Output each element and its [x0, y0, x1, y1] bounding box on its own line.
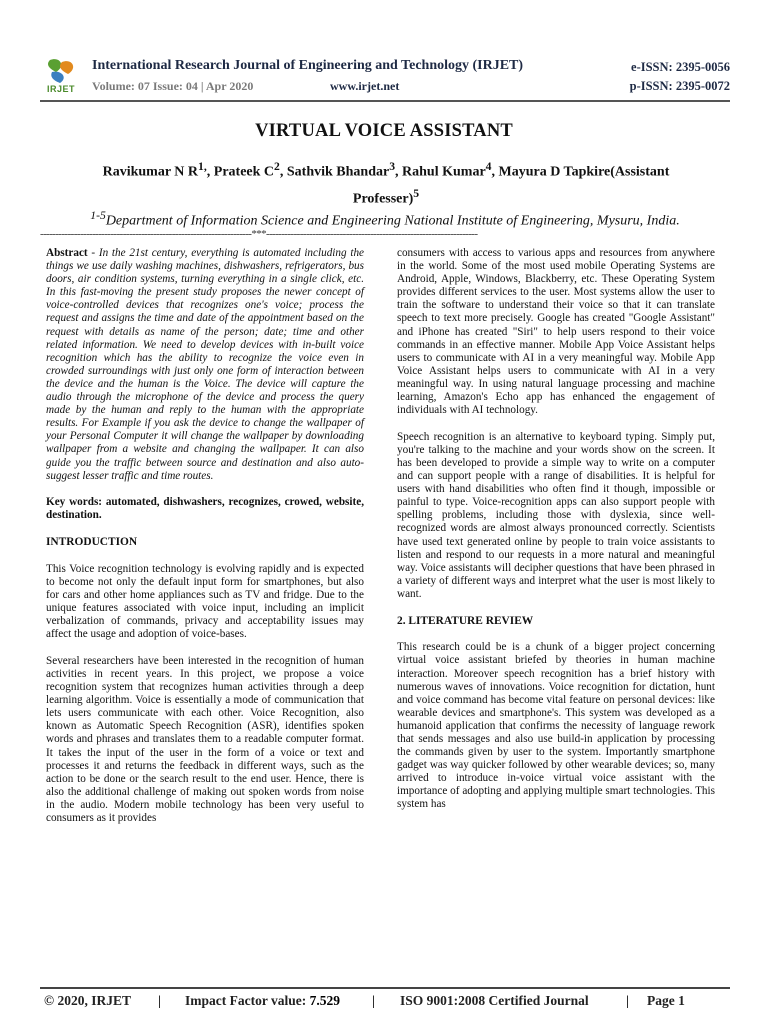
literature-paragraph-1: This research could be is a chunk of a bigger project concerning virtual voice assistant briefed by theories in human machine interaction. Moreover speech recognition has a brief history with numerous waves of innovations. Voice recognition for dictation, hunt and voice command has become vital feature on personal devices: like wearable devices and smartphone's. This system was developed as a humanoid application that confirms the necessity of language rework that sends messages and also use build-in application by processing the commands given by user to the system. Importantly smartphone gadget was way quicker followed by other wearable devices; so, many arrived to introduce in-voice virtual voice assistant with the importance of adopting and applying multiple smart technologies. This system has: [397, 641, 715, 811]
author-name: Sathvik Bhandar: [286, 164, 390, 180]
header-rule: [40, 100, 730, 102]
intro-paragraph-1: This Voice recognition technology is evolving rapidly and is expected to become not only the default input form for smartphones, but also for cars and other home appliances such as TV and fridge. Due to the unique features associated with voice input, including an implicit verbalization of commands, privacy and acceptability issues may affect the usage and adoption of voice-bases.: [46, 562, 364, 641]
author-superscript: 2: [274, 160, 280, 173]
introduction-heading: INTRODUCTION: [46, 536, 138, 549]
author-name: Ravikumar N R: [102, 164, 199, 180]
abstract-text: - In the 21st century, everything is automated including the things we use daily washing machines, dishwashers, refrigerators, bus doors, air condition systems, turning everything in a single click, etc. In this fast-moving the present study proposes the newer concept of voice-controlled devices that recognizes one's voice; process the request and assigns the time and date of the appointment based on the request with details as name of the person; date; time and other related information. We need to develop devices with in-built voice recognition which has the ability to recognize the voice even in crowded surroundings with just only one form of interaction between the device and the human is the Voice. The device will capture the audio through the microphone of the device and process the query made by the human and reply to the human with the appropriate results. For Example if you ask the device to change the wallpaper of your Personal Computer it will change the wallpaper by downloading wallpaper from a website and changing the wallpaper. It can also guide you the traffic between source and destination and also auto-suggest lesser traffic and time routes.: [46, 247, 364, 482]
footer-separator: |: [626, 993, 629, 1008]
journal-name: International Research Journal of Engineering and Technology (IRJET): [92, 58, 524, 73]
affiliation: [40, 209, 730, 230]
affiliation-text: Department of Information Science and Engineering National Institute of Engineering, Mysuru, India.: [105, 213, 680, 229]
logo-label: IRJET: [47, 84, 76, 94]
author-superscript: 4: [485, 160, 492, 173]
iso-certification: ISO 9001:2008 Certified Journal: [400, 993, 589, 1008]
e-issn: e-ISSN: 2395-0056: [631, 60, 730, 74]
abstract: [46, 247, 364, 483]
author-name: Prateek C: [213, 164, 275, 180]
author-list: Ravikumar N $R^{1,}$, Prateek $C^2$, Sathvik Bhandar$^3$, Rahul Kumar$^4$, Mayura D Tapkire(Assistant Professer)$^5$: [102, 160, 670, 207]
journal-website-link[interactable]: www.irjet.net: [330, 79, 400, 93]
author-name: Rahul Kumar: [402, 164, 486, 180]
leaf-logo-icon: [42, 56, 82, 86]
right-paragraph-1: consumers with access to various apps and resources from anywhere in the world. Some of the most used mobile Operating Systems are Android, Apple, Windows, Blackberry, etc. These Operating System provides different services to the user. Most systems allow the user to train the software to understand their voice so that it can translate speech to text more precisely. Google has created "Google Assistant" and iPhone has created "Siri" to help users respond to their voice commands in an effective manner. Mobile App Voice Assistant helps users to communicate with AI in a very meaningful way. Mobile App Voice Assistant helps users to communicate with AI in a very meaningful way. In using natural language processing and machine learning, Amazon's Echo app has enhanced the engagement of individuals with AI technology.: [397, 247, 715, 417]
irjet-logo: [42, 56, 82, 96]
impact-factor-value: 7.529: [309, 993, 340, 1008]
intro-paragraph-2: Several researchers have been interested in the recognition of human activities in recent years. In this project, we propose a voice recognition system that recognizes human activities through a deep learning algorithm. Voice is essentially a mode of communication that lets users communicate with each other. Voice Recognition, also known as Automatic Speech Recognition (ASR), identifies spoken words and phrases and translates them to a readable computer format. It takes the input of the user in the form of a voice or text and processes it and returns the feedback in different ways, such as the action to be done or the search result to the end user. Hence, there is also the additional challenge of making out spoken words from noise in the audio. Modern mobile technology has been very useful to consumers as it provides: [46, 654, 364, 825]
footer-separator: |: [158, 993, 161, 1008]
right-column: [397, 247, 715, 812]
section-divider: ---------------------------------------------------------------------***---------------------------------------------------------------------: [40, 228, 478, 240]
affiliation-superscript: 1-5: [90, 209, 106, 222]
author-superscript: 1,: [198, 160, 207, 173]
journal-header: [40, 54, 730, 98]
keywords: Key words: automated, dishwashers, recognizes, crowed, website, destination.: [46, 496, 364, 522]
footer-rule: [40, 987, 730, 989]
paper-title: VIRTUAL VOICE ASSISTANT: [255, 121, 513, 141]
literature-review-heading: 2. LITERATURE REVIEW: [397, 614, 534, 627]
impact-factor-label: Impact Factor value:: [185, 993, 310, 1008]
footer-separator: |: [372, 993, 375, 1008]
author-name: Mayura D Tapkire(Assistant Professer): [352, 164, 670, 207]
p-issn: p-ISSN: 2395-0072: [629, 79, 730, 93]
left-column: [46, 247, 364, 825]
page-number: Page 1: [647, 993, 685, 1008]
right-paragraph-2: Speech recognition is an alternative to keyboard typing. Simply put, you're talking to the machine and your words show on the screen. It has been developed to provide a simple way to write on a computer and can support people with a range of disabilities. It is helpful for users with hand disabilities who often find it though, impossible or painful to type. Voice-recognition apps can also support people with spelling problems, including those with dyslexia, since well-recognized words are almost always pronounced correctly. Scientists have used text generated online by people to train voice assistants to listen and respond to our requests in a more natural and meaningful way. Voice assistants will decipher questions that have been phrased in a variety of different ways and interpret what the user is most likely to want.: [397, 430, 715, 600]
abstract-label: Abstract: [46, 247, 88, 259]
impact-factor: [185, 993, 340, 1009]
author-superscript: 3: [389, 160, 396, 173]
copyright: © 2020, IRJET: [44, 993, 131, 1008]
volume-issue: Volume: 07 Issue: 04 | Apr 2020: [92, 79, 254, 93]
author-superscript: 5: [413, 186, 420, 200]
